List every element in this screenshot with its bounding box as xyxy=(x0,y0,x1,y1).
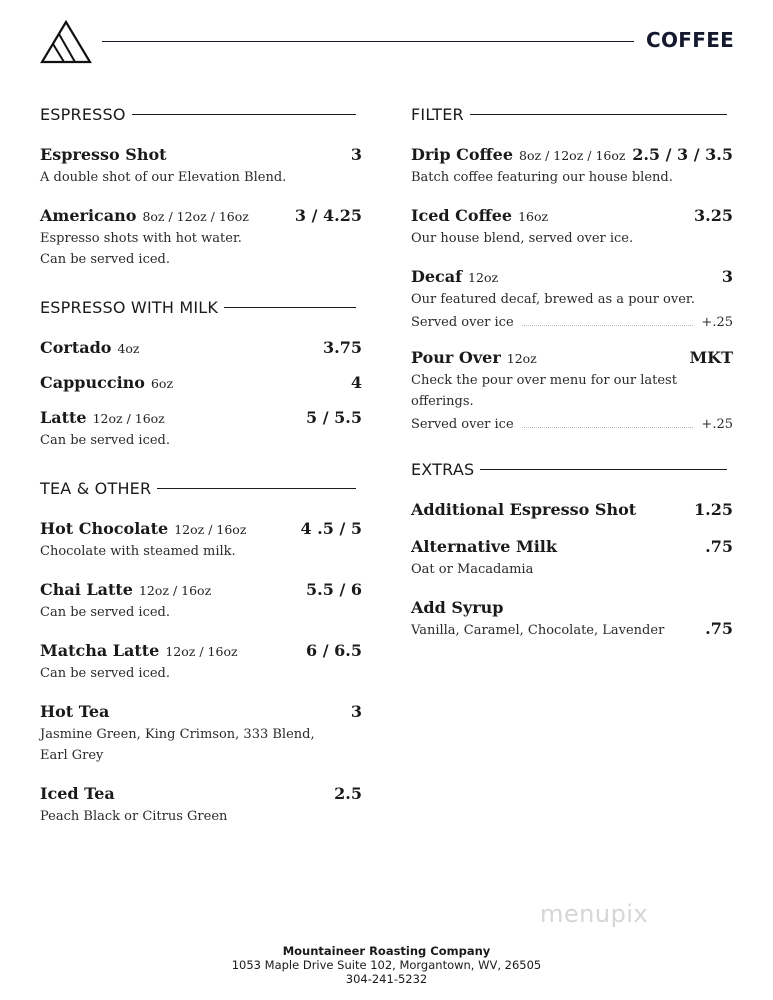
section-divider xyxy=(480,469,727,470)
item-price: .75 xyxy=(705,619,733,638)
desc-line: Jasmine Green, King Crimson, 333 Blend, xyxy=(40,727,315,742)
menu-item xyxy=(40,519,362,562)
item-price: 4 .5 / 5 xyxy=(300,519,362,538)
desc-price-row xyxy=(411,617,733,641)
menu-item xyxy=(411,500,733,519)
menu-item xyxy=(40,408,362,451)
item-name: Hot Chocolate xyxy=(40,519,169,538)
menu-item xyxy=(40,702,362,766)
menu-item xyxy=(40,206,362,270)
item-size: 12oz xyxy=(468,270,499,285)
item-description: Can be served iced. xyxy=(40,433,171,448)
item-price: MKT xyxy=(689,348,733,367)
item-description xyxy=(411,370,733,412)
item-name: Additional Espresso Shot xyxy=(411,500,637,519)
item-size: 16oz xyxy=(518,209,549,224)
menu-item xyxy=(40,145,362,188)
item-description: Can be served iced. xyxy=(40,666,171,681)
item-price: 3.25 xyxy=(694,206,733,225)
desc-line: Check the pour over menu for our latest xyxy=(411,373,677,388)
item-description: Peach Black or Citrus Green xyxy=(40,809,228,824)
section-title: EXTRAS xyxy=(411,459,475,479)
menu-item xyxy=(40,580,362,623)
item-name: Cortado xyxy=(40,338,112,357)
desc-line: Earl Grey xyxy=(40,748,104,763)
item-price: .75 xyxy=(705,537,733,556)
item-price: 6 / 6.5 xyxy=(306,641,362,660)
item-name: Americano xyxy=(40,206,137,225)
section-divider xyxy=(157,488,356,489)
item-size: 8oz / 12oz / 16oz xyxy=(142,209,249,224)
desc-line: Espresso shots with hot water. xyxy=(40,231,242,246)
section-extras-header xyxy=(411,458,733,480)
item-name: Latte xyxy=(40,408,87,427)
menu-item xyxy=(411,537,733,580)
item-size: 12oz / 16oz xyxy=(138,583,212,598)
address: 1053 Maple Drive Suite 102, Morgantown, WV, 26505 xyxy=(231,958,542,972)
item-name: Decaf xyxy=(411,267,463,286)
item-name: Cappuccino xyxy=(40,373,145,392)
item-size: 12oz xyxy=(506,351,537,366)
section-espresso-header xyxy=(40,103,362,125)
section-tea-other-header xyxy=(40,477,362,499)
item-price: 1.25 xyxy=(694,500,733,519)
addon-row xyxy=(411,315,733,330)
addon-row xyxy=(411,417,733,432)
section-title: ESPRESSO xyxy=(40,104,126,124)
item-size: 12oz / 16oz xyxy=(92,411,165,426)
addon-label: Served over ice xyxy=(411,315,514,330)
item-description: Our featured decaf, brewed as a pour over. xyxy=(411,292,695,307)
item-size: 8oz / 12oz / 16oz xyxy=(519,148,626,163)
menu-item xyxy=(411,206,733,249)
menu-item xyxy=(411,145,733,188)
section-divider xyxy=(224,307,356,308)
item-size: 4oz xyxy=(117,341,140,356)
desc-line: offerings. xyxy=(411,394,474,409)
section-divider xyxy=(470,114,727,115)
item-price: 5 / 5.5 xyxy=(306,408,362,427)
item-description xyxy=(40,228,362,270)
addon-price: +.25 xyxy=(701,417,733,432)
item-description: Chocolate with steamed milk. xyxy=(40,544,236,559)
item-name: Matcha Latte xyxy=(40,641,160,660)
item-name: Chai Latte xyxy=(40,580,133,599)
menu-header xyxy=(0,0,773,80)
item-description: Our house blend, served over ice. xyxy=(411,231,634,246)
dotted-leader xyxy=(522,427,694,428)
item-price: 3 xyxy=(350,145,362,164)
item-price: 3 / 4.25 xyxy=(294,206,362,225)
desc-line: Can be served iced. xyxy=(40,252,171,267)
section-title: FILTER xyxy=(411,104,464,124)
item-name: Hot Tea xyxy=(40,702,110,721)
right-column xyxy=(411,103,733,659)
menu-item xyxy=(411,267,733,330)
mountain-triangle-icon xyxy=(40,20,92,64)
left-column xyxy=(40,103,362,845)
item-price: 2.5 / 3 / 3.5 xyxy=(632,145,733,164)
item-price: 3.75 xyxy=(323,338,362,357)
menu-item xyxy=(40,784,362,827)
item-description: A double shot of our Elevation Blend. xyxy=(40,170,287,185)
company-name: Mountaineer Roasting Company xyxy=(282,944,491,958)
item-name: Drip Coffee xyxy=(411,145,514,164)
header-divider xyxy=(102,41,634,42)
item-name: Pour Over xyxy=(411,348,501,367)
item-price: 5.5 / 6 xyxy=(306,580,362,599)
item-price: 2.5 xyxy=(334,784,362,803)
section-divider xyxy=(132,114,356,115)
item-size: 12oz / 16oz xyxy=(174,522,247,537)
item-description: Oat or Macadamia xyxy=(411,562,534,577)
item-description: Can be served iced. xyxy=(40,605,171,620)
dotted-leader xyxy=(522,325,694,326)
addon-label: Served over ice xyxy=(411,417,514,432)
item-price: 4 xyxy=(350,373,362,392)
item-description: Vanilla, Caramel, Chocolate, Lavender xyxy=(411,623,665,638)
footer xyxy=(0,944,773,986)
item-name: Alternative Milk xyxy=(411,537,557,556)
addon-price: +.25 xyxy=(701,315,733,330)
page-title: COFFEE xyxy=(646,28,735,52)
watermark: menupix xyxy=(540,900,649,928)
item-price: 3 xyxy=(721,267,733,286)
section-filter-header xyxy=(411,103,733,125)
item-name: Iced Tea xyxy=(40,784,115,803)
item-name: Espresso Shot xyxy=(40,145,167,164)
menu-item xyxy=(40,338,362,357)
item-description: Batch coffee featuring our house blend. xyxy=(411,170,673,185)
item-name: Add Syrup xyxy=(411,598,504,617)
item-name: Iced Coffee xyxy=(411,206,513,225)
section-espresso-milk-header xyxy=(40,296,362,318)
item-description xyxy=(40,724,362,766)
section-title: ESPRESSO WITH MILK xyxy=(40,297,219,317)
menu-item xyxy=(40,641,362,684)
phone-number[interactable]: 304-241-5232 xyxy=(345,972,428,986)
item-price: 3 xyxy=(350,702,362,721)
menu-item xyxy=(411,598,733,641)
menu-item xyxy=(40,373,362,392)
item-size: 6oz xyxy=(150,376,174,391)
menu-item xyxy=(411,348,733,432)
section-title: TEA & OTHER xyxy=(40,478,152,498)
item-size: 12oz / 16oz xyxy=(165,644,238,659)
